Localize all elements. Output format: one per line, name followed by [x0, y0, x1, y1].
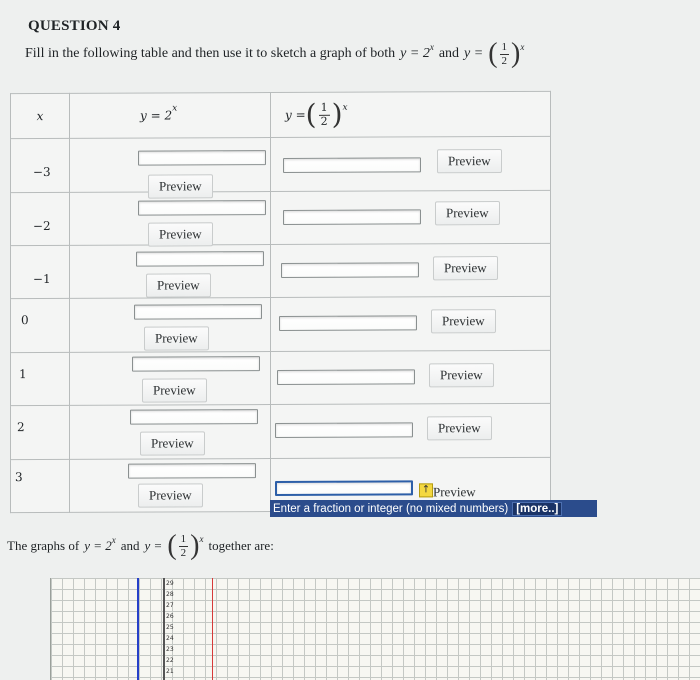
graphs-suffix: together are:: [208, 538, 274, 553]
header-y1: y = 2 x: [70, 93, 271, 139]
y1-answer-input[interactable]: [134, 304, 262, 320]
y1-answer-input[interactable]: [128, 463, 256, 479]
y2-cell: [271, 190, 551, 245]
table-row: [11, 136, 551, 192]
y2-preview-button[interactable]: Preview: [427, 416, 492, 440]
y1-answer-input[interactable]: [138, 200, 266, 216]
eq2-fraction: ( $\frac{1}{2}$ ) x: [488, 38, 525, 69]
y-axis: [163, 578, 165, 680]
y2-answer-input[interactable]: [281, 262, 419, 278]
x-cell: 2: [11, 406, 70, 460]
y1-preview-button[interactable]: Preview: [148, 222, 213, 246]
y2-preview-button[interactable]: Preview: [435, 201, 500, 225]
more-link[interactable]: [more..]: [512, 502, 562, 516]
y1-answer-input[interactable]: [136, 251, 264, 267]
eq2: y =: [464, 46, 484, 61]
arrow-up-icon: ↑: [419, 483, 433, 497]
graphs-prefix: The graphs of: [7, 538, 80, 553]
y2-preview-button[interactable]: Preview: [431, 309, 496, 333]
y1-cell: [70, 191, 271, 245]
hint-text: Enter a fraction or integer (no mixed numbers): [273, 502, 509, 515]
y2-answer-input[interactable]: [279, 316, 417, 332]
y-tick-label: 24: [166, 635, 174, 642]
instructions-text: Fill in the following table and then use it to sketch a graph of both: [25, 46, 396, 61]
y-tick-label: 22: [166, 657, 174, 664]
y2-cell: [271, 350, 551, 405]
x-cell: 1: [11, 352, 70, 406]
y2-answer-input[interactable]: [277, 369, 415, 385]
graphs-prompt: [7, 532, 274, 560]
y1-answer-input[interactable]: [138, 150, 266, 166]
y2-preview-button[interactable]: Preview: [433, 256, 498, 280]
y2-preview-button[interactable]: Preview: [437, 149, 502, 173]
y1-preview-button[interactable]: Preview: [146, 273, 211, 297]
blue-graph-line: [137, 578, 139, 680]
y1-cell: [70, 405, 271, 459]
x-cell: 0: [11, 299, 70, 353]
y2-cell: [271, 403, 551, 458]
y2-answer-input-active[interactable]: [275, 480, 413, 496]
y2-cell: [271, 136, 551, 191]
and-word: and: [438, 46, 460, 61]
instructions: [25, 40, 524, 68]
graphs-eq2-fraction: ( $\frac{1}{2}$ ) x: [167, 530, 204, 561]
eq1: $y = 2^x$: [400, 42, 434, 61]
y-tick-label: 26: [166, 613, 174, 620]
header-y2: y = ( $\frac{1}{2}$ ) x: [271, 91, 551, 137]
red-graph-line: [212, 578, 213, 680]
question-title: QUESTION 4: [28, 18, 121, 34]
y2-preview-button[interactable]: Preview: [433, 483, 476, 499]
y1-preview-button[interactable]: Preview: [138, 483, 203, 507]
y1-preview-button[interactable]: Preview: [144, 327, 209, 351]
table-row: [11, 190, 551, 246]
y1-cell: [70, 138, 271, 192]
y1-cell: [70, 351, 271, 405]
table-row: [11, 403, 551, 459]
y-tick-label: 28: [166, 591, 174, 598]
table-row: [11, 243, 551, 299]
y2-answer-input[interactable]: [275, 423, 413, 439]
y-tick-label: 27: [166, 602, 174, 609]
graphs-and: and: [120, 538, 140, 553]
y1-cell: [70, 298, 271, 352]
y1-answer-input[interactable]: [130, 409, 258, 425]
graphs-eq1: $y = 2^x$: [84, 535, 116, 553]
header-x: x: [11, 93, 70, 138]
y2-preview-button[interactable]: Preview: [429, 363, 494, 387]
graph-grid[interactable]: [50, 578, 700, 680]
y1-preview-button[interactable]: Preview: [148, 174, 213, 198]
y-tick-label: 23: [166, 646, 174, 653]
table-header-row: [11, 91, 551, 139]
y-tick-label: 25: [166, 624, 174, 631]
table-row: [11, 350, 551, 406]
y1-answer-input[interactable]: [132, 356, 260, 372]
y2-answer-input[interactable]: [283, 158, 421, 174]
y-tick-label: 29: [166, 580, 174, 587]
input-hint-bar: [270, 500, 597, 517]
y1-cell: [70, 244, 271, 298]
y1-preview-button[interactable]: Preview: [142, 378, 207, 402]
y2-answer-input[interactable]: [283, 209, 421, 225]
x-cell: −2: [11, 192, 70, 246]
x-cell: 3: [11, 459, 70, 513]
graphs-eq2: y =: [144, 538, 163, 553]
y2-cell: [271, 243, 551, 298]
x-cell: −3: [11, 139, 70, 193]
y2-cell: [271, 297, 551, 352]
y-tick-label: 21: [166, 668, 174, 675]
values-table: [10, 91, 551, 513]
table-row: [11, 297, 551, 353]
y1-cell: [70, 458, 271, 512]
x-cell: −1: [11, 245, 70, 299]
y1-preview-button[interactable]: Preview: [140, 431, 205, 455]
